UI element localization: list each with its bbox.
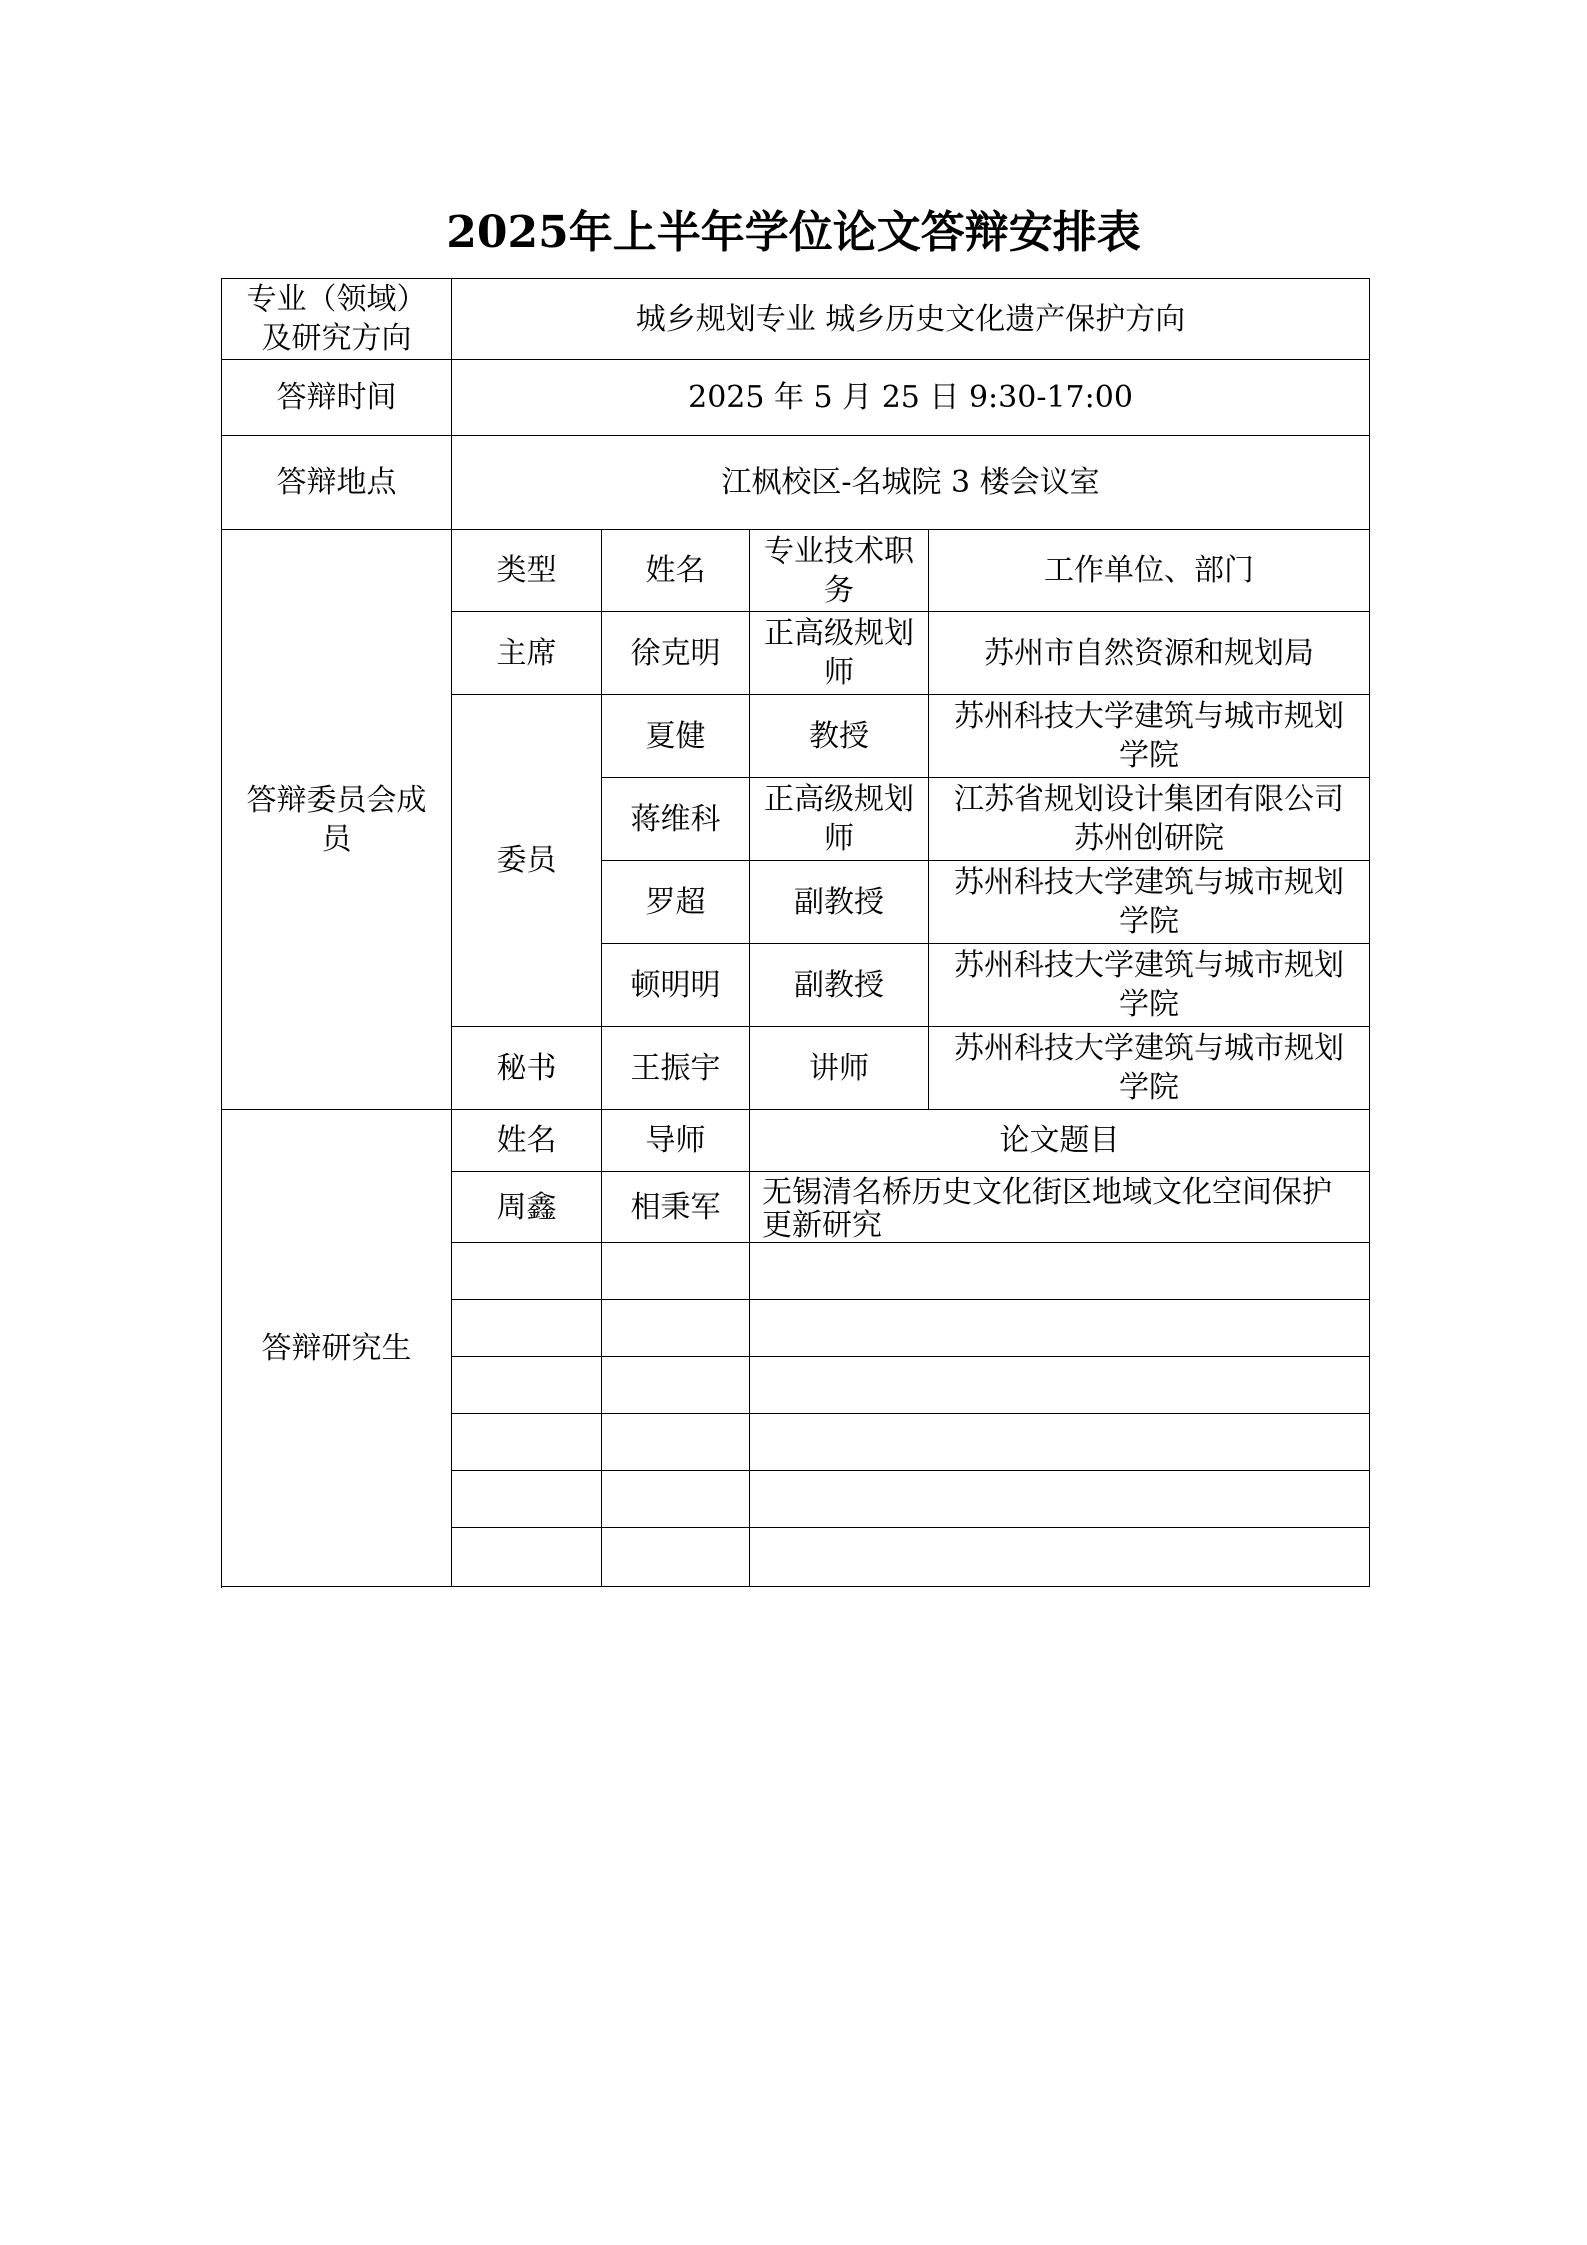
committee-header-org: 工作单位、部门 xyxy=(929,530,1370,612)
empty-cell xyxy=(452,1357,602,1414)
secretary-title: 讲师 xyxy=(750,1027,929,1110)
member-title: 正高级规划师 xyxy=(750,778,929,861)
place-label: 答辩地点 xyxy=(222,436,452,530)
students-header-advisor: 导师 xyxy=(602,1110,750,1172)
empty-cell xyxy=(602,1300,750,1357)
chair-name: 徐克明 xyxy=(602,612,750,695)
empty-cell xyxy=(750,1528,1370,1587)
member-title: 副教授 xyxy=(750,861,929,944)
empty-cell xyxy=(452,1471,602,1528)
committee-header-type: 类型 xyxy=(452,530,602,612)
chair-type: 主席 xyxy=(452,612,602,695)
member-org: 江苏省规划设计集团有限公司苏州创研院 xyxy=(929,778,1370,861)
student-thesis: 无锡清名桥历史文化街区地域文化空间保护更新研究 xyxy=(750,1172,1370,1243)
time-value: 2025 年 5 月 25 日 9:30-17:00 xyxy=(452,360,1370,436)
empty-cell xyxy=(452,1300,602,1357)
member-org: 苏州科技大学建筑与城市规划学院 xyxy=(929,695,1370,778)
committee-header-row xyxy=(222,530,1370,612)
member-org: 苏州科技大学建筑与城市规划学院 xyxy=(929,944,1370,1027)
empty-cell xyxy=(452,1528,602,1587)
member-type: 委员 xyxy=(452,695,602,1027)
students-label: 答辩研究生 xyxy=(222,1110,452,1587)
member-name: 罗超 xyxy=(602,861,750,944)
empty-cell xyxy=(750,1243,1370,1300)
student-advisor: 相秉军 xyxy=(602,1172,750,1243)
time-row xyxy=(222,360,1370,436)
committee-header-title: 专业技术职务 xyxy=(750,530,929,612)
committee-label: 答辩委员会成员 xyxy=(222,530,452,1110)
time-label: 答辩时间 xyxy=(222,360,452,436)
member-name: 夏健 xyxy=(602,695,750,778)
students-header-thesis: 论文题目 xyxy=(750,1110,1370,1172)
empty-cell xyxy=(602,1357,750,1414)
empty-cell xyxy=(452,1243,602,1300)
secretary-type: 秘书 xyxy=(452,1027,602,1110)
member-name: 顿明明 xyxy=(602,944,750,1027)
empty-cell xyxy=(602,1243,750,1300)
defense-schedule-table xyxy=(221,278,1370,1587)
students-header-row xyxy=(222,1110,1370,1172)
page-title: 2025年上半年学位论文答辩安排表 xyxy=(446,207,1141,258)
secretary-name: 王振宇 xyxy=(602,1027,750,1110)
empty-cell xyxy=(602,1471,750,1528)
empty-cell xyxy=(602,1414,750,1471)
member-org: 苏州科技大学建筑与城市规划学院 xyxy=(929,861,1370,944)
major-row xyxy=(222,279,1370,360)
empty-cell xyxy=(750,1414,1370,1471)
chair-org: 苏州市自然资源和规划局 xyxy=(929,612,1370,695)
major-value: 城乡规划专业 城乡历史文化遗产保护方向 xyxy=(452,279,1370,360)
committee-header-name: 姓名 xyxy=(602,530,750,612)
empty-cell xyxy=(750,1471,1370,1528)
place-row xyxy=(222,436,1370,530)
empty-cell xyxy=(750,1300,1370,1357)
empty-cell xyxy=(750,1357,1370,1414)
member-title: 副教授 xyxy=(750,944,929,1027)
secretary-org: 苏州科技大学建筑与城市规划学院 xyxy=(929,1027,1370,1110)
student-name: 周鑫 xyxy=(452,1172,602,1243)
member-name: 蒋维科 xyxy=(602,778,750,861)
students-header-name: 姓名 xyxy=(452,1110,602,1172)
chair-title: 正高级规划师 xyxy=(750,612,929,695)
member-title: 教授 xyxy=(750,695,929,778)
major-label: 专业（领域）及研究方向 xyxy=(222,279,452,360)
empty-cell xyxy=(452,1414,602,1471)
empty-cell xyxy=(602,1528,750,1587)
place-value: 江枫校区-名城院 3 楼会议室 xyxy=(452,436,1370,530)
